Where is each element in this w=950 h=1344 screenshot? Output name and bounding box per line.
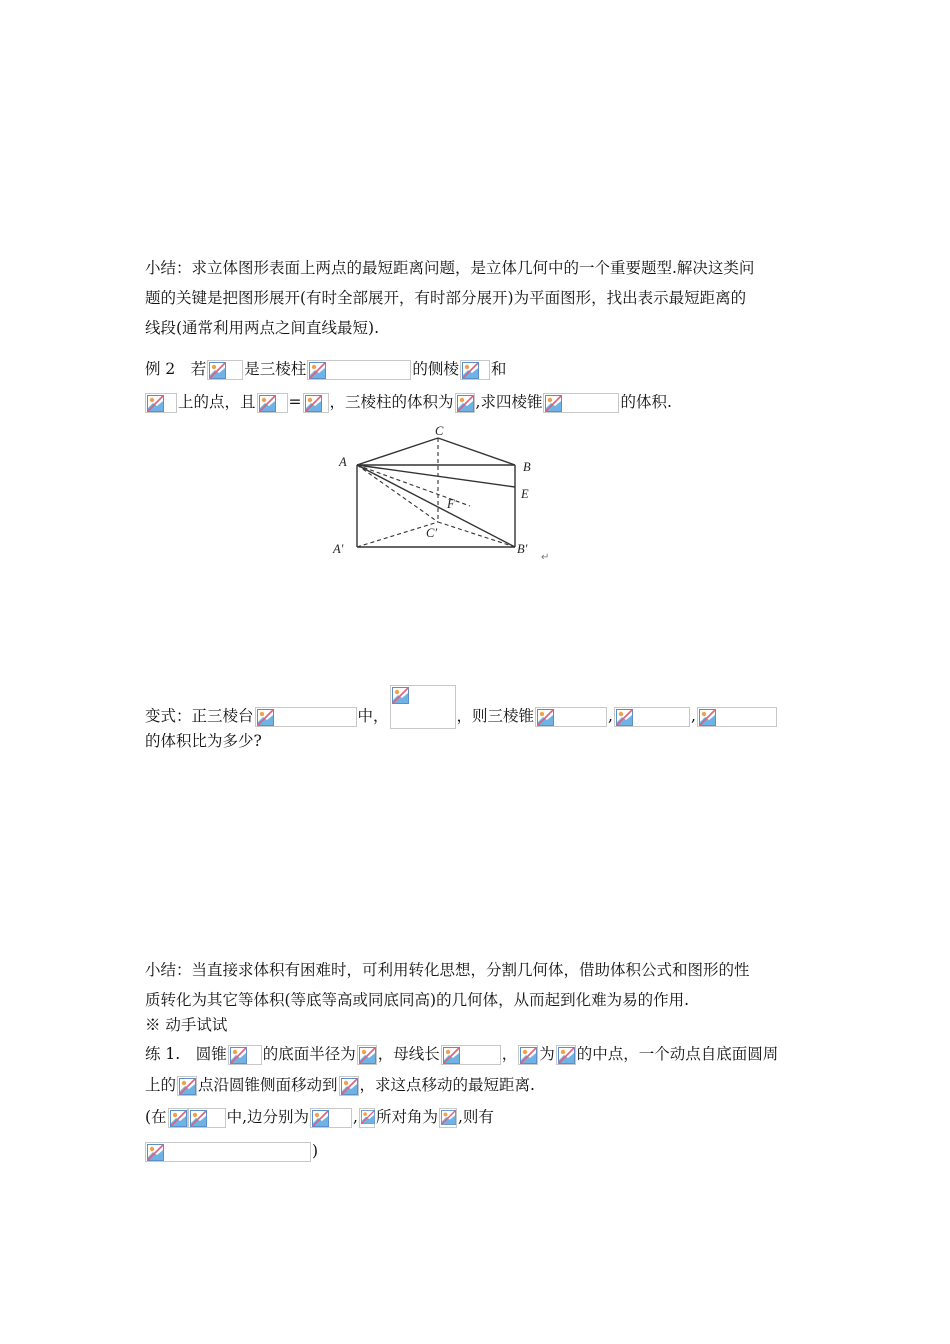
variant-text: ，则三棱锥 <box>456 707 535 725</box>
exercise-1-line-2 <box>145 1074 535 1096</box>
exercise-text: 的底面半径为 <box>262 1045 356 1063</box>
prism-diagram <box>325 418 565 568</box>
exercise-text: ，母线长 <box>377 1045 440 1063</box>
variant-text: , <box>608 707 613 725</box>
label-B: B <box>523 460 531 474</box>
exercise-text: 上的 <box>145 1076 177 1094</box>
formula-image-icon <box>168 1108 188 1128</box>
exercise-text: 中,边分别为 <box>226 1108 309 1126</box>
formula-image-icon <box>359 1108 375 1128</box>
exercise-text: ) <box>312 1142 319 1160</box>
exercise-text: 练 1. 圆锥 <box>145 1045 227 1063</box>
segment-AE <box>357 465 515 487</box>
formula-image-icon <box>339 1076 359 1096</box>
variant-line-2: 的体积比为多少? <box>145 732 262 750</box>
label-A: A <box>339 455 347 469</box>
label-C: C <box>435 424 444 438</box>
summary-paragraph-2 <box>145 955 810 1015</box>
example-2-text: 的体积. <box>620 393 672 411</box>
label-E: E <box>521 487 529 501</box>
exercise-text: 所对角为 <box>375 1108 438 1126</box>
formula-image-icon <box>228 1045 262 1065</box>
exercise-text: ，求这点移动的最短距离. <box>359 1076 535 1094</box>
label-F: F <box>447 497 455 511</box>
formula-image-icon <box>145 1142 311 1162</box>
example-2-line-1 <box>145 358 506 380</box>
summary-paragraph-1 <box>145 253 810 343</box>
formula-image-icon <box>556 1045 576 1065</box>
example-2-text: 例 2 若 <box>145 360 207 378</box>
summary-2-line-2: 质转化为其它等体积(等底等高或同底同高)的几何体，从而起到化难为易的作用. <box>145 991 690 1009</box>
label-C-prime: C′ <box>426 526 438 540</box>
formula-image-icon <box>145 393 177 413</box>
variant-text: 中， <box>357 707 389 725</box>
example-2-text: 是三棱柱 <box>244 360 307 378</box>
formula-image-icon <box>441 1045 501 1065</box>
exercise-1-line-3 <box>145 1106 494 1128</box>
exercise-text: ， <box>501 1045 518 1063</box>
section-heading: ※ 动手试试 <box>145 1016 228 1034</box>
formula-image-icon <box>460 360 490 380</box>
formula-image-icon <box>303 393 329 413</box>
formula-image-icon <box>188 1108 226 1128</box>
variant-line-1 <box>145 687 778 725</box>
formula-image-icon <box>310 1108 352 1128</box>
formula-image-icon <box>257 393 288 413</box>
variant-text: , <box>690 707 696 725</box>
summary-1-line-1: 小结：求立体图形表面上两点的最短距离问题，是立体几何中的一个重要题型.解决这类问 <box>145 259 755 277</box>
example-2-text: 和 <box>490 360 507 378</box>
exercise-1-line-1 <box>145 1043 778 1065</box>
example-2-line-2 <box>145 391 672 413</box>
example-2-text: = <box>288 393 302 411</box>
formula-image-icon <box>307 360 411 380</box>
summary-1-line-3: 线段(通常利用两点之间直线最短). <box>145 319 380 337</box>
exercise-text: 点沿圆锥侧面移动到 <box>198 1076 338 1094</box>
exercise-1-line-4 <box>145 1140 318 1162</box>
example-2-text: ，三棱柱的体积为 <box>329 393 454 411</box>
summary-1-line-2: 题的关键是把图形展开(有时全部展开，有时部分展开)为平面图形，找出表示最短距离的 <box>145 289 747 307</box>
formula-image-icon <box>697 707 777 727</box>
summary-2-line-1: 小结：当直接求体积有困难时，可利用转化思想，分割几何体，借助体积公式和图形的性 <box>145 961 750 979</box>
formula-image-icon <box>543 393 619 413</box>
edge-CB <box>438 438 515 465</box>
formula-image-icon <box>357 1045 377 1065</box>
variant-text: 变式：正三棱台 <box>145 707 254 725</box>
formula-image-icon <box>439 1108 457 1128</box>
exercise-text: 为 <box>539 1045 555 1063</box>
formula-image-icon <box>535 707 607 727</box>
segment-AC' <box>357 465 438 522</box>
exercise-text: 的中点，一个动点自底面圆周 <box>576 1045 779 1063</box>
label-B-prime: B′ <box>517 542 528 556</box>
exercise-text: (在 <box>145 1108 167 1126</box>
label-A-prime: A′ <box>333 542 344 556</box>
example-2-text: 上的点，且 <box>178 393 256 411</box>
edge-AC <box>357 438 438 465</box>
formula-image-icon <box>207 360 243 380</box>
formula-image-icon <box>390 685 456 729</box>
edge-C'B' <box>438 522 515 547</box>
formula-image-icon <box>455 393 475 413</box>
formula-image-icon <box>614 707 690 727</box>
formula-image-icon <box>255 707 357 727</box>
example-2-text: 的侧棱 <box>412 360 459 378</box>
exercise-text: , <box>353 1108 358 1126</box>
formula-image-icon <box>518 1045 538 1065</box>
formula-image-icon <box>177 1076 197 1096</box>
return-mark: ↵ <box>541 552 550 563</box>
exercise-text: ,则有 <box>457 1108 494 1126</box>
example-2-text: ,求四棱锥 <box>475 393 543 411</box>
